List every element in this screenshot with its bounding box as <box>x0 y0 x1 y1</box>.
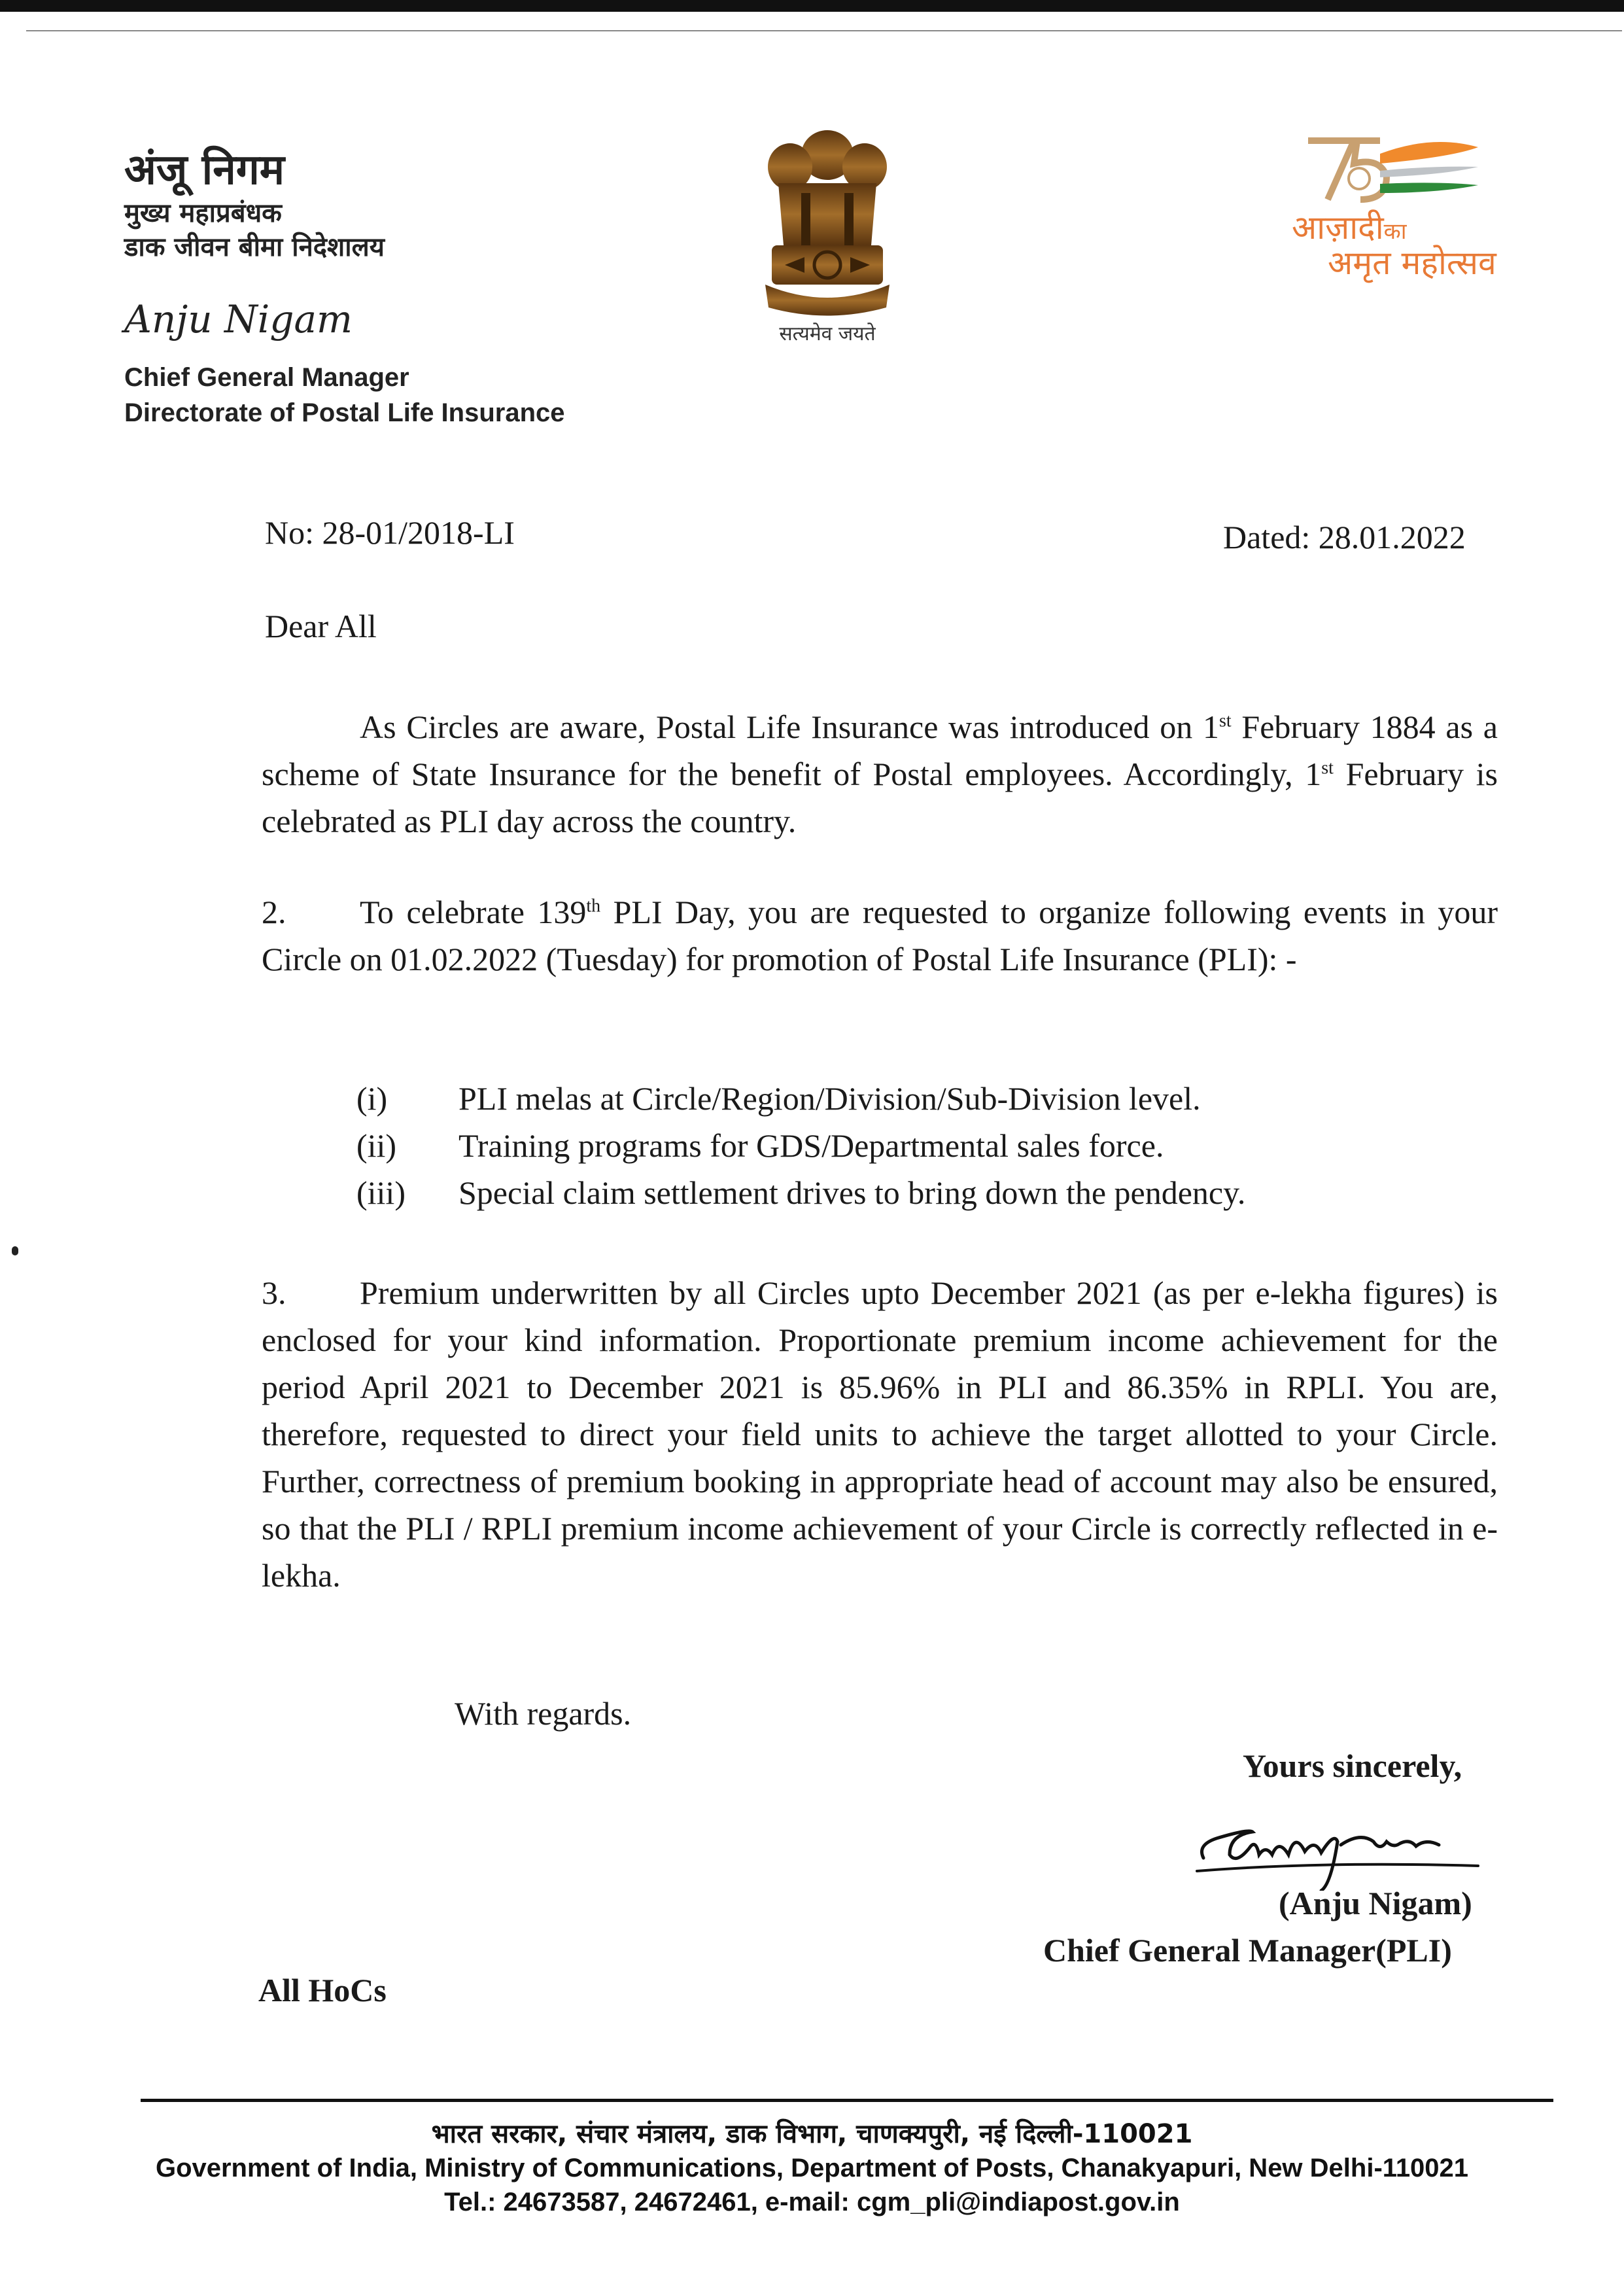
letter-date: Dated: 28.01.2022 <box>1223 519 1466 555</box>
signatory-designation: Chief General Manager(PLI) <box>1043 1932 1452 1969</box>
sender-directorate-hindi: डाक जीवन बीमा निदेशालय <box>124 232 385 262</box>
signatory-name: (Anju Nigam) <box>1279 1885 1472 1921</box>
salutation: Dear All <box>265 608 377 644</box>
list-item: (i) PLI melas at Circle/Region/Division/Sub-Division level. <box>356 1080 1201 1117</box>
azadi-logo-text-top: आज़ादीका <box>1292 209 1407 247</box>
sender-designation: Chief General Manager <box>124 363 409 392</box>
list-item: (iii) Special claim settlement drives to bring down the pendency. <box>356 1174 1246 1211</box>
sender-name-script: Anju Nigam <box>124 297 353 342</box>
closing: Yours sincerely, <box>1243 1747 1462 1784</box>
paragraph-3-number: 3. <box>262 1274 286 1311</box>
recipient: All HoCs <box>258 1972 387 2008</box>
regards: With regards. <box>455 1695 632 1732</box>
azadi-logo-text-bottom: अमृत महोत्सव <box>1328 244 1496 282</box>
sender-title-hindi: मुख्य महाप्रबंधक <box>124 198 282 228</box>
footer-contact: Tel.: 24673587, 24672461, e-mail: cgm_pli@indiapost.gov.in <box>444 2188 1180 2216</box>
events-list <box>356 1075 1245 1216</box>
emblem-motto: सत्यमेव जयते <box>779 323 876 345</box>
sender-directorate: Directorate of Postal Life Insurance <box>124 398 565 427</box>
footer-address-hindi: भारत सरकार, संचार मंत्रालय, डाक विभाग, चाणक्यपुरी, नई दिल्ली-110021 <box>431 2119 1193 2149</box>
handwritten-signature-icon <box>1190 1793 1491 1891</box>
list-item: (ii) Training programs for GDS/Departmental sales force. <box>356 1127 1164 1164</box>
paragraph-1: As Circles are aware, Postal Life Insurance was introduced on 1st February 1884 as a scheme of State Insurance for the benefit of Postal employees. Accordingly, 1st February is celebrated as PLI day across the country. <box>262 709 1498 839</box>
paragraph-2: 2. To celebrate 139th PLI Day, you are requested to organize following events in your Circle on 01.02.2022 (Tuesday) for promotion of Postal Life Insurance (PLI): - <box>262 888 1498 983</box>
paragraph-2-number: 2. <box>262 894 286 930</box>
paragraph-3: 3. Premium underwritten by all Circles upto December 2021 (as per e-lekha figures) is enclosed for your kind information. Proportionate premium income achievement for the period April 2021 to December 2021 is 85.96% in PLI and 86.35% in RPLI. You are, therefore, requested to direct your field units to achieve the target allotted to your Circle. Further, correctness of premium booking in appropriate head of account may also be ensured, so that the PLI / RPLI premium income achievement of your Circle is correctly reflected in e-lekha. <box>262 1269 1498 1599</box>
footer-divider <box>141 2099 1553 2102</box>
scan-top-rule <box>26 30 1622 31</box>
reference-number: No: 28-01/2018-LI <box>265 514 515 551</box>
scan-speck <box>12 1246 18 1255</box>
footer-address-english: Government of India, Ministry of Communications, Department of Posts, Chanakyapuri, New Delhi-110021 <box>155 2154 1469 2182</box>
sender-name-hindi: अंजू निगम <box>124 146 285 194</box>
azadi-logo-text-ka: का <box>1383 219 1407 245</box>
scan-top-border <box>0 0 1624 12</box>
letterhead-sender <box>124 144 713 430</box>
